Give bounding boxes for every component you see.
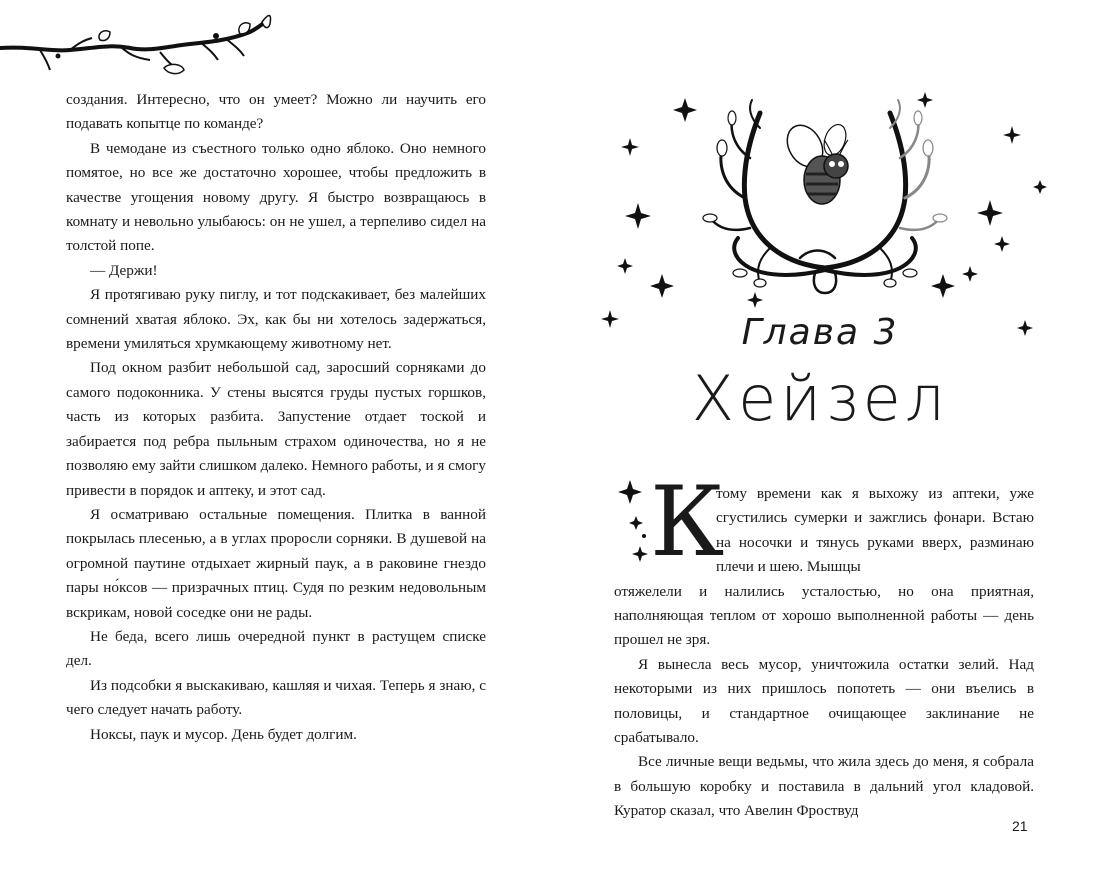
page-number: 21 [1012, 818, 1028, 834]
drop-cap: К [650, 466, 725, 578]
right-page-text [614, 580, 1034, 824]
drop-cap-stars [614, 474, 654, 574]
paragraph: Я вынесла весь мусор, уничтожила остатки зелий. Над некоторыми из них пришлось попотеть — они въелись в половицы, и стандартное очищающее заклинание не срабатывало. [614, 655, 1034, 747]
paragraph: Я осматриваю остальные помещения. Плитка в ванной покрылась плесенью, а в углах проросли сорняки. В душевой на огромной паутине отдыхает жирный паук, а в раковине гнездо пары но́ксов — призрачных птиц. Судя по резким недовольным вскрикам, новой соседке они не рады. [66, 505, 486, 621]
paragraph: В чемодане из съестного только одно яблоко. Оно немного помятое, но все же достаточно хорошее, чтобы предложить в качестве угощения новому другу. Я быстро возвращаюсь в комнату и невольно улыбаюсь: он не ушел, а терпеливо сидел на толстой попе. [66, 139, 486, 255]
paragraph: Ноксы, паук и мусор. День будет долгим. [90, 725, 357, 743]
bee-icon [780, 119, 850, 204]
paragraph: Из подсобки я выскакиваю, кашляя и чихая. Теперь я знаю, с чего следует начать работу. [66, 676, 486, 719]
chapter-label: Глава 3 [741, 312, 899, 353]
star-decorations [601, 92, 1047, 336]
paragraph: Не беда, всего лишь очередной пункт в растущем списке дел. [66, 627, 486, 670]
branch-illustration [0, 10, 290, 80]
left-page-text [66, 88, 486, 747]
bee-wreath-emblem [600, 88, 1060, 338]
paragraph: Под окном разбит небольшой сад, заросший сорняками до самого подоконника. У стены высятся груды пустых горшков, часть из которых разбита. Запустение отдает тоской и забирается под ребра пыльным страхом одиночества, но я не позволяю ему зайти слишком далеко. Немного работы, и я смогу привести в порядок и аптеку, и этот сад. [66, 359, 486, 499]
paragraph: создания. Интересно, что он умеет? Можно ли научить его подавать копытце по команде? [66, 91, 486, 133]
chapter-title: Хейзел [691, 362, 949, 435]
paragraph: Все личные вещи ведьмы, что жила здесь до меня, я собрала в большую коробку и поставила в дальний угол кладовой. Куратор сказал, что Авелин Фроствуд [614, 753, 1034, 820]
first-paragraph-rest: отяжелели и налились усталостью, но она приятная, наполняющая теплом от хорошо выполненной работы — день прошел не зря. [614, 582, 1034, 649]
paragraph: Я протягиваю руку пиглу, и тот подскакивает, без малейших сомнений хватая яблоко. Эх, как бы ни хотелось задержаться, времени умиляться хрумкающему животному нет. [66, 286, 486, 353]
paragraph: — Держи! [90, 261, 158, 279]
drop-cap-block [614, 466, 725, 578]
first-paragraph-lead: тому времени как я выхожу из аптеки, уже сгустились сумерки и зажглись фонари. Встаю на носочки и тянусь руками вверх, разминаю плечи и шею. Мышцы [716, 485, 1034, 576]
